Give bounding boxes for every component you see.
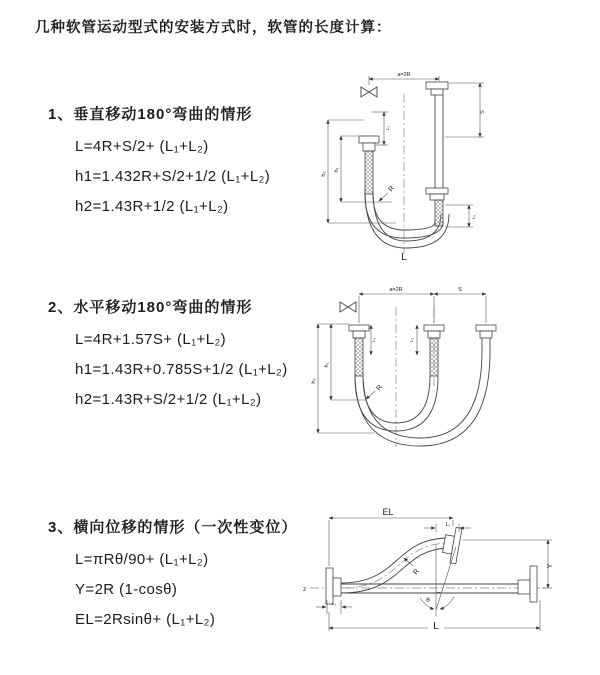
left-braided-hose [355, 338, 363, 376]
right-flange [476, 325, 496, 338]
dim-fitting-right [445, 205, 476, 227]
span-label: a=2R [389, 287, 403, 293]
right-top-flange [426, 82, 448, 95]
angle-label: θ [426, 597, 430, 604]
height-outer-label: h₂ [311, 378, 317, 384]
hose-body [355, 338, 490, 446]
diagram-horizontal-180-bend [304, 283, 532, 463]
mid-flange [424, 325, 444, 338]
dim-fitting-left [316, 600, 352, 614]
straight-pipe [341, 584, 518, 593]
diagram-lateral-displacement [296, 500, 581, 650]
dim-extended-length [329, 507, 453, 566]
section-3-formulas [75, 545, 297, 635]
radius-callout [366, 384, 384, 399]
fitting-left-label: L₁ [371, 337, 376, 343]
fitting-left-label: L₁ [385, 125, 390, 131]
radius-label: R [375, 383, 385, 393]
travel-label: S [480, 110, 486, 114]
section-lateral-displacement [48, 516, 297, 635]
left-braided-hose [365, 151, 373, 194]
formula-el: EL=2Rsinθ+ (L₁+L₂) [75, 611, 216, 628]
dim-span [359, 287, 486, 323]
section-3-heading: 3、横向位移的情形（一次性变位） [48, 519, 298, 536]
left-flange [326, 568, 341, 604]
dim-fitting-right [424, 522, 471, 532]
formula-length: L=4R+S/2+ (L₁+L₂) [75, 138, 209, 155]
right-mid-flange [426, 188, 448, 200]
right-braided-hose [435, 200, 443, 226]
formula-length: L=4R+1.57S+ (L₁+L₂) [75, 331, 227, 348]
offset-label: Y [547, 563, 554, 569]
formula-h2: h2=1.43R+1/2 (L₁+L₂) [75, 198, 229, 215]
section-vertical-movement [48, 103, 270, 222]
formula-length: L=πRθ/90+ (L₁+L₂) [75, 551, 209, 568]
right-flange [518, 566, 537, 602]
formula-h2: h2=1.43R+S/2+1/2 (L₁+L₂) [75, 391, 262, 408]
span-label: a=2R [397, 72, 411, 78]
dim-travel [434, 287, 486, 294]
valve-icon [340, 302, 356, 312]
section-1-heading: 1、垂直移动180°弯曲的情形 [48, 106, 253, 123]
dim-length [329, 600, 540, 632]
section-2-formulas [75, 325, 288, 415]
section-2-heading: 2、水平移动180°弯曲的情形 [48, 299, 253, 316]
height-outer-label: h₂ [321, 171, 327, 177]
formula-h1: h1=1.432R+S/2+1/2 (L₁+L₂) [75, 168, 271, 185]
mid-braided-hose [430, 338, 438, 376]
fitting-right-label: L₂ [471, 214, 476, 220]
curved-hose [341, 538, 448, 593]
height-inner-label: h₁ [324, 362, 330, 368]
travel-label: S [458, 287, 462, 293]
axis-mark: z [303, 586, 307, 593]
diagram-vertical-180-bend [312, 68, 524, 264]
left-flange [349, 325, 369, 338]
length-label: L [433, 621, 439, 632]
dim-fitting-mid [409, 325, 417, 355]
radius-label: R [387, 184, 397, 194]
fitting-left-label: L₁ [331, 601, 337, 606]
page-title: 几种软管运动型式的安装方式时，软管的长度计算： [35, 20, 392, 36]
radius-label: R [412, 568, 422, 577]
section-horizontal-movement [48, 296, 288, 415]
fitting-right-label: L₂ [445, 522, 451, 528]
radius-callout [379, 185, 396, 201]
extended-length-label: EL [382, 507, 394, 517]
formula-h1: h1=1.43R+0.785S+1/2 (L₁+L₂) [75, 361, 288, 378]
construction-lines [420, 545, 456, 616]
center-line [310, 543, 548, 588]
left-flange [359, 136, 379, 151]
valve-icon [361, 87, 377, 97]
section-1-formulas [75, 132, 270, 222]
fitting-mid-label: L₂ [409, 337, 414, 343]
dim-offset [462, 540, 554, 588]
dim-fitting-left [371, 325, 376, 355]
height-inner-label: h₁ [334, 167, 340, 173]
dim-height-outer [321, 120, 396, 223]
length-label: L [401, 252, 407, 263]
dim-travel [445, 83, 486, 137]
formula-offset: Y=2R (1-cosθ) [75, 581, 178, 598]
